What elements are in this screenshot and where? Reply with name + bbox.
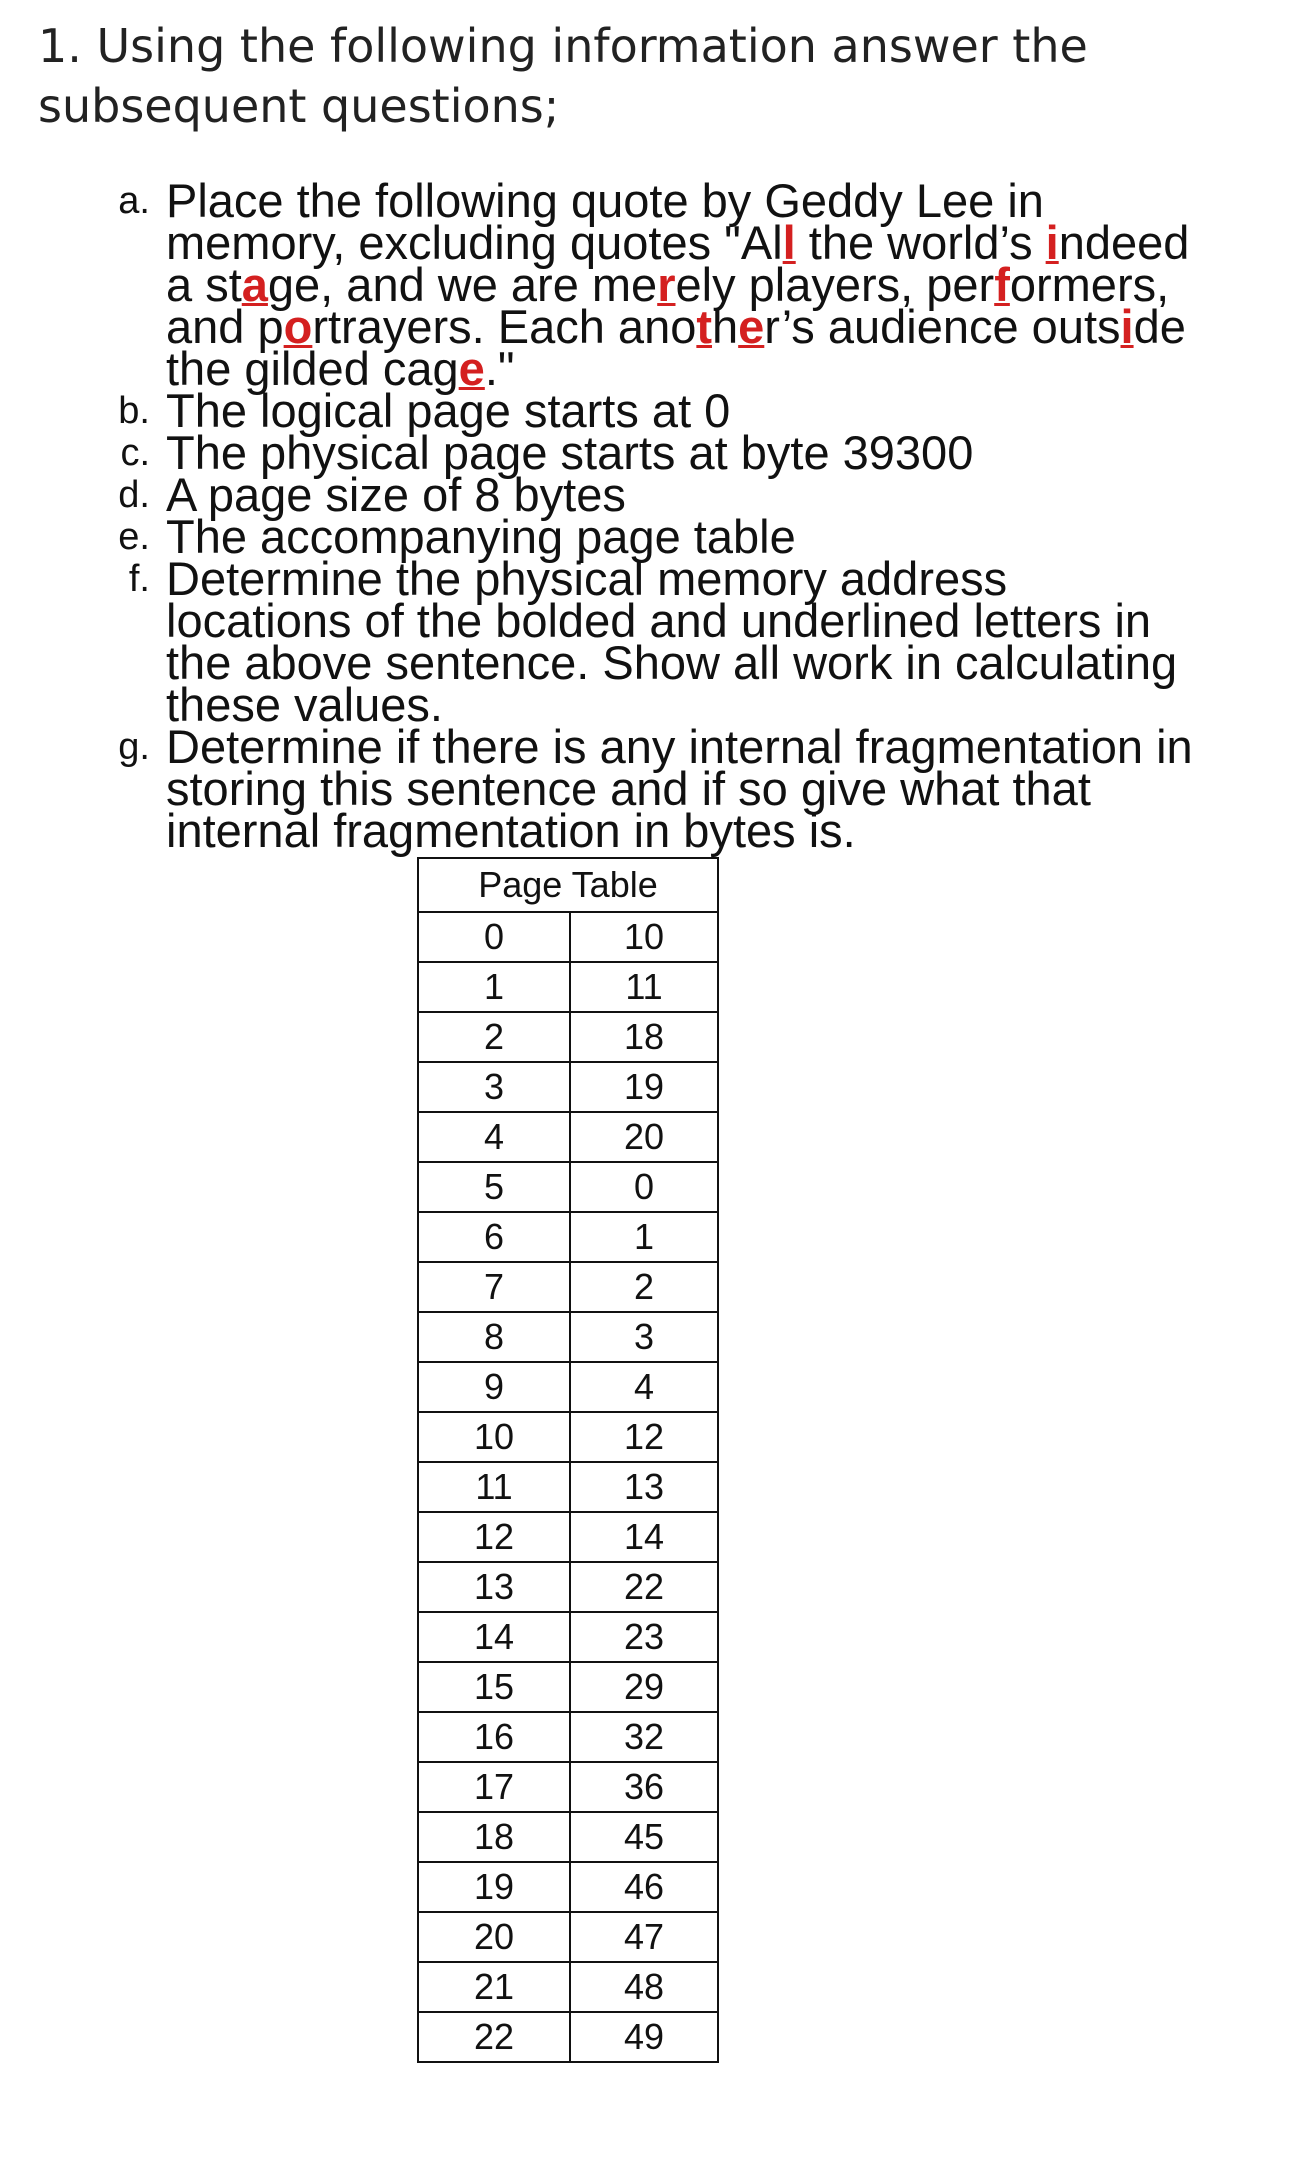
logical-page-cell: 0 — [418, 912, 570, 962]
physical-frame-cell: 32 — [570, 1712, 718, 1762]
heading-line: 1. Using the following information answer the — [38, 19, 1088, 73]
logical-page-cell: 15 — [418, 1662, 570, 1712]
highlighted-letter: l — [782, 216, 796, 269]
physical-frame-cell: 10 — [570, 912, 718, 962]
physical-frame-cell: 3 — [570, 1312, 718, 1362]
physical-frame-cell: 18 — [570, 1012, 718, 1062]
table-row — [418, 1262, 718, 1312]
text-segment: storing this sentence and if so give what that — [166, 762, 1091, 815]
logical-page-cell: 11 — [418, 1462, 570, 1512]
logical-page-cell: 2 — [418, 1012, 570, 1062]
list-item — [100, 552, 1280, 731]
page-table-grid — [417, 911, 719, 2063]
physical-frame-cell: 49 — [570, 2012, 718, 2062]
text-segment: and p — [166, 300, 284, 353]
logical-page-cell: 16 — [418, 1712, 570, 1762]
highlighted-letter: r — [657, 258, 676, 311]
table-row — [418, 1762, 718, 1812]
text-segment: these values. — [166, 678, 443, 731]
list-item-text — [166, 720, 1280, 857]
physical-frame-cell: 20 — [570, 1112, 718, 1162]
table-row — [418, 2012, 718, 2062]
text-segment: Determine if there is any internal fragmentation in — [166, 720, 1193, 773]
list-marker: g. — [118, 726, 150, 768]
highlighted-letter: e — [738, 300, 765, 353]
instruction-list — [100, 174, 1280, 857]
table-row — [418, 1812, 718, 1862]
logical-page-cell: 4 — [418, 1112, 570, 1162]
text-segment: ." — [484, 342, 515, 395]
physical-frame-cell: 14 — [570, 1512, 718, 1562]
text-segment: internal fragmentation in bytes is. — [166, 804, 856, 857]
text-segment: A page size of 8 bytes — [166, 468, 626, 521]
list-item — [100, 720, 1280, 857]
table-row — [418, 1312, 718, 1362]
table-row — [418, 1462, 718, 1512]
highlighted-letter: t — [696, 300, 713, 353]
text-segment: ndeed — [1058, 216, 1190, 269]
text-segment: the gilded cag — [166, 342, 459, 395]
physical-frame-cell: 13 — [570, 1462, 718, 1512]
text-segment: locations of the bolded and underlined letters in — [166, 594, 1152, 647]
text-segment: Place the following quote by Geddy Lee in — [166, 174, 1044, 227]
physical-frame-cell: 0 — [570, 1162, 718, 1212]
list-marker: e. — [118, 516, 150, 558]
logical-page-cell: 18 — [418, 1812, 570, 1862]
highlighted-letter: f — [994, 258, 1010, 311]
table-row — [418, 1562, 718, 1612]
logical-page-cell: 9 — [418, 1362, 570, 1412]
table-row — [418, 1212, 718, 1262]
logical-page-cell: 22 — [418, 2012, 570, 2062]
table-row — [418, 1062, 718, 1112]
logical-page-cell: 21 — [418, 1962, 570, 2012]
page-table-title: Page Table — [417, 857, 719, 911]
logical-page-cell: 8 — [418, 1312, 570, 1362]
text-segment: ely players, per — [675, 258, 995, 311]
list-marker: f. — [128, 558, 150, 600]
text-segment: ormers, — [1009, 258, 1170, 311]
physical-frame-cell: 29 — [570, 1662, 718, 1712]
physical-frame-cell: 1 — [570, 1212, 718, 1262]
logical-page-cell: 5 — [418, 1162, 570, 1212]
text-line — [166, 804, 1280, 857]
table-row — [418, 1712, 718, 1762]
physical-frame-cell: 4 — [570, 1362, 718, 1412]
text-segment: The logical page starts at 0 — [166, 384, 731, 437]
physical-frame-cell: 19 — [570, 1062, 718, 1112]
heading-line: subsequent questions; — [38, 79, 560, 133]
logical-page-cell: 19 — [418, 1862, 570, 1912]
text-segment: rtrayers. Each ano — [312, 300, 697, 353]
highlighted-letter: e — [458, 342, 485, 395]
list-item-text — [166, 174, 1280, 395]
table-row — [418, 1612, 718, 1662]
physical-frame-cell: 48 — [570, 1962, 718, 2012]
list-item-text — [166, 552, 1280, 731]
text-segment: r’s audience outs — [764, 300, 1121, 353]
physical-frame-cell: 12 — [570, 1412, 718, 1462]
table-row — [418, 962, 718, 1012]
logical-page-cell: 20 — [418, 1912, 570, 1962]
logical-page-cell: 14 — [418, 1612, 570, 1662]
text-segment: Determine the physical memory address — [166, 552, 1008, 605]
text-segment: The accompanying page table — [166, 510, 796, 563]
table-row — [418, 1162, 718, 1212]
logical-page-cell: 7 — [418, 1262, 570, 1312]
table-row — [418, 1662, 718, 1712]
text-segment: The physical page starts at byte 39300 — [166, 426, 974, 479]
text-segment: the world’s — [795, 216, 1046, 269]
text-segment: memory, excluding quotes "Al — [166, 216, 783, 269]
physical-frame-cell: 11 — [570, 962, 718, 1012]
table-row — [418, 1962, 718, 2012]
physical-frame-cell: 2 — [570, 1262, 718, 1312]
table-row — [418, 1912, 718, 1962]
table-row — [418, 912, 718, 962]
table-row — [418, 1862, 718, 1912]
highlighted-letter: i — [1045, 216, 1059, 269]
text-segment: ge, and we are me — [267, 258, 658, 311]
list-marker: d. — [118, 474, 150, 516]
text-segment: de — [1133, 300, 1186, 353]
physical-frame-cell: 47 — [570, 1912, 718, 1962]
physical-frame-cell: 23 — [570, 1612, 718, 1662]
table-row — [418, 1012, 718, 1062]
text-segment: a st — [166, 258, 242, 311]
physical-frame-cell: 22 — [570, 1562, 718, 1612]
page-table — [417, 857, 719, 2063]
physical-frame-cell: 45 — [570, 1812, 718, 1862]
text-segment: the above sentence. Show all work in calculating — [166, 636, 1178, 689]
logical-page-cell: 6 — [418, 1212, 570, 1262]
logical-page-cell: 17 — [418, 1762, 570, 1812]
physical-frame-cell: 36 — [570, 1762, 718, 1812]
table-row — [418, 1112, 718, 1162]
highlighted-letter: o — [283, 300, 313, 353]
highlighted-letter: a — [241, 258, 268, 311]
question-heading — [38, 16, 1238, 136]
text-segment: h — [712, 300, 739, 353]
table-row — [418, 1362, 718, 1412]
highlighted-letter: i — [1120, 300, 1134, 353]
physical-frame-cell: 46 — [570, 1862, 718, 1912]
table-row — [418, 1412, 718, 1462]
list-marker: a. — [118, 180, 150, 222]
list-marker: b. — [118, 390, 150, 432]
list-marker: c. — [120, 432, 150, 474]
list-item — [100, 174, 1280, 395]
logical-page-cell: 1 — [418, 962, 570, 1012]
logical-page-cell: 12 — [418, 1512, 570, 1562]
logical-page-cell: 3 — [418, 1062, 570, 1112]
table-row — [418, 1512, 718, 1562]
logical-page-cell: 10 — [418, 1412, 570, 1462]
logical-page-cell: 13 — [418, 1562, 570, 1612]
